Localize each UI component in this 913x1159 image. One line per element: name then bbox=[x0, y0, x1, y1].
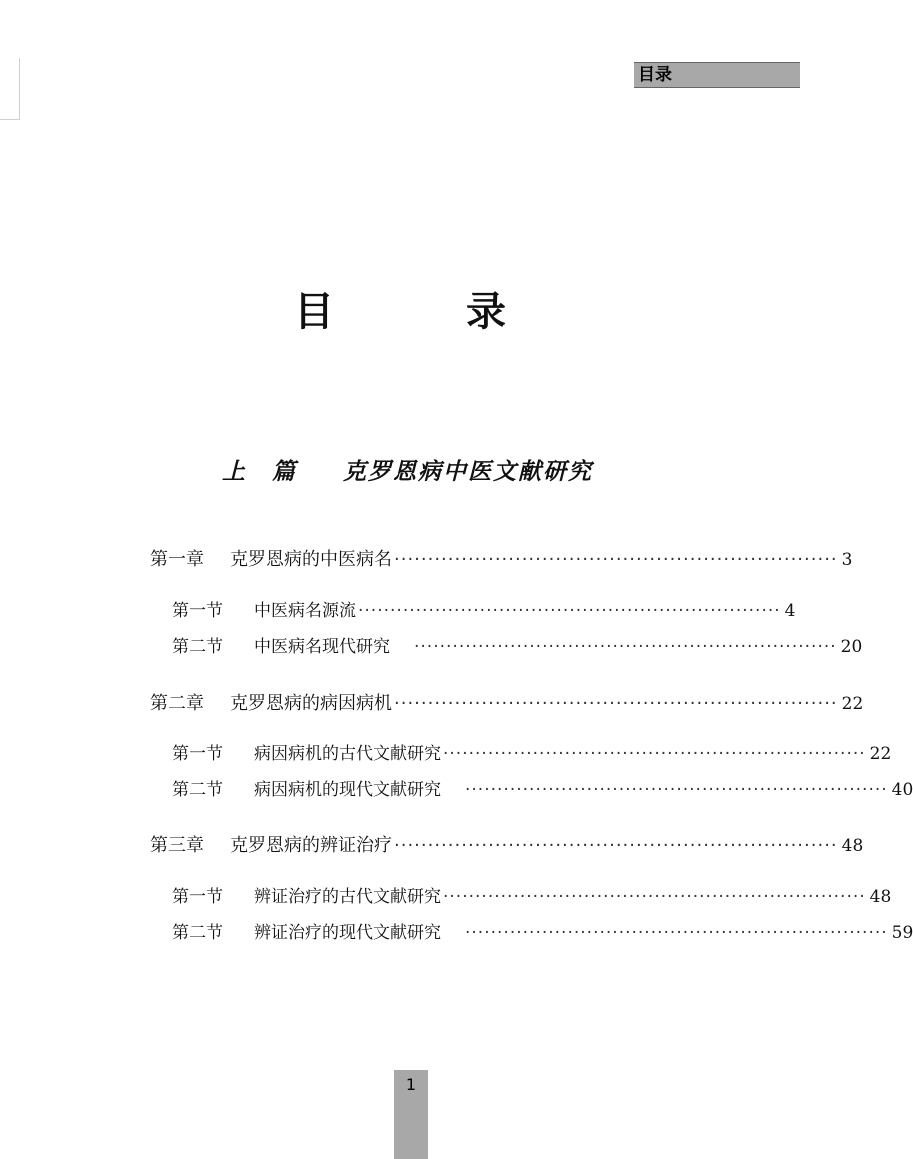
chapter-page: 3 bbox=[841, 550, 853, 570]
section-title: 辨证治疗的古代文献研究 bbox=[254, 887, 441, 907]
dot-leader: ·································································· bbox=[465, 780, 888, 800]
running-header bbox=[634, 62, 800, 88]
part-heading bbox=[222, 456, 593, 488]
toc-section-3-1[interactable] bbox=[172, 884, 892, 910]
toc-chapter-3[interactable] bbox=[150, 833, 864, 859]
section-page: 4 bbox=[784, 601, 796, 621]
chapter-title: 克罗恩病的辨证治疗 bbox=[230, 835, 392, 856]
chapter-page: 22 bbox=[841, 694, 864, 714]
chapter-title: 克罗恩病的病因病机 bbox=[230, 693, 392, 714]
section-title: 病因病机的古代文献研究 bbox=[254, 744, 441, 764]
section-number: 第二节 bbox=[172, 637, 223, 657]
chapter-number: 第二章 bbox=[150, 693, 204, 714]
section-number: 第一节 bbox=[172, 601, 223, 621]
section-title: 中医病名源流 bbox=[254, 601, 356, 621]
section-title: 中医病名现代研究 bbox=[254, 637, 390, 657]
chapter-page: 48 bbox=[841, 836, 864, 856]
section-page: 40 bbox=[891, 780, 913, 800]
dot-leader: ·································································· bbox=[394, 835, 838, 856]
toc-section-2-2[interactable] bbox=[172, 777, 913, 803]
part-number: 上 篇 bbox=[222, 458, 297, 485]
part-title: 克罗恩病中医文献研究 bbox=[343, 458, 593, 485]
section-number: 第一节 bbox=[172, 744, 223, 764]
toc-chapter-1[interactable] bbox=[150, 547, 853, 573]
section-page: 48 bbox=[869, 887, 892, 907]
section-page: 22 bbox=[869, 744, 892, 764]
dot-leader: ·································································· bbox=[394, 693, 838, 714]
toc-section-2-1[interactable] bbox=[172, 741, 892, 767]
page-title: 目 录 bbox=[294, 288, 552, 335]
section-number: 第一节 bbox=[172, 887, 223, 907]
dot-leader: ·································································· bbox=[358, 601, 781, 621]
section-title: 辨证治疗的现代文献研究 bbox=[254, 923, 441, 943]
section-page: 20 bbox=[840, 637, 863, 657]
toc-section-1-2[interactable] bbox=[172, 634, 863, 660]
section-title: 病因病机的现代文献研究 bbox=[254, 780, 441, 800]
toc-chapter-2[interactable] bbox=[150, 691, 864, 717]
toc-section-1-1[interactable] bbox=[172, 598, 796, 624]
page-number: 1 bbox=[405, 1075, 417, 1094]
dot-leader: ·································································· bbox=[394, 549, 838, 570]
dot-leader: ·································································· bbox=[414, 637, 837, 657]
chapter-title: 克罗恩病的中医病名 bbox=[230, 549, 392, 570]
section-page: 59 bbox=[891, 923, 913, 943]
dot-leader: ·································································· bbox=[443, 887, 866, 907]
section-number: 第二节 bbox=[172, 923, 223, 943]
dot-leader: ·································································· bbox=[443, 744, 866, 764]
page-number-tab bbox=[394, 1070, 428, 1159]
section-number: 第二节 bbox=[172, 780, 223, 800]
running-header-title: 目录 bbox=[638, 65, 672, 85]
chapter-number: 第一章 bbox=[150, 549, 204, 570]
chapter-number: 第三章 bbox=[150, 835, 204, 856]
dot-leader: ·································································· bbox=[465, 923, 888, 943]
crop-mark bbox=[0, 58, 20, 120]
toc-section-3-2[interactable] bbox=[172, 920, 913, 946]
